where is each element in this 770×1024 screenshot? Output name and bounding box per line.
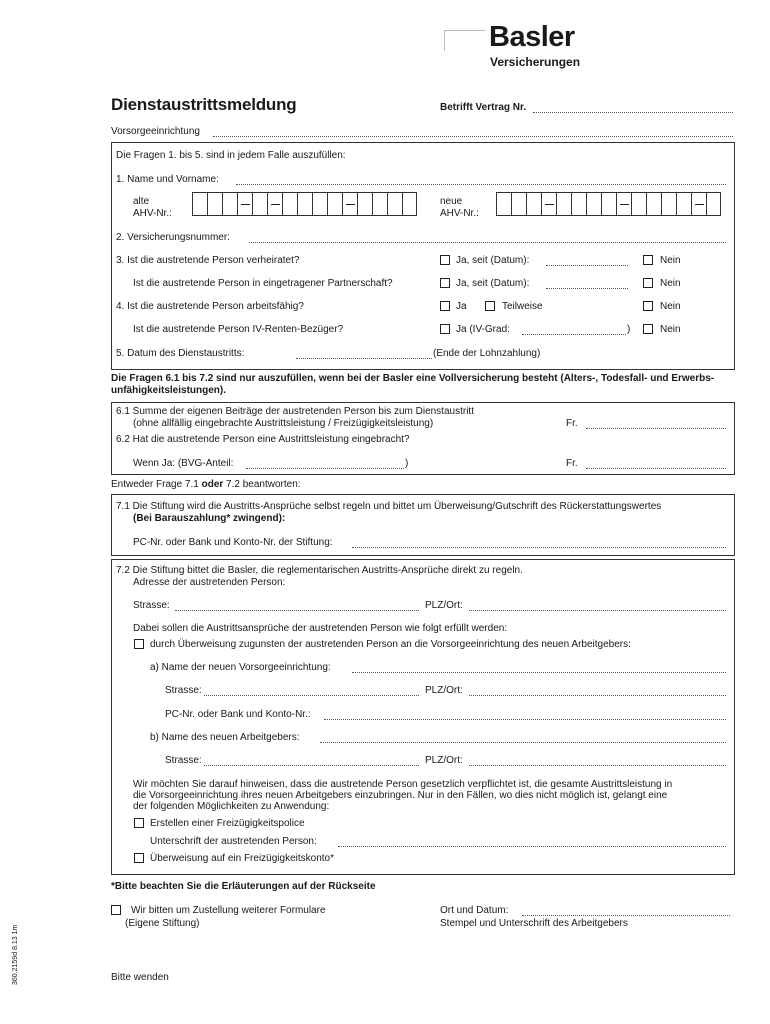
contract-number-field[interactable]: [533, 103, 733, 113]
a-pc-label: PC-Nr. oder Bank und Konto-Nr.:: [165, 709, 311, 720]
neuer-arbeitgeber-field[interactable]: [320, 733, 726, 743]
q3-nein-label: Nein: [660, 255, 681, 266]
plz-field[interactable]: [469, 601, 726, 611]
ahv-new-input[interactable]: [496, 192, 721, 216]
q61-line1: 6.1 Summe der eigenen Beiträge der austretenden Person bis zum Dienstaustritt: [116, 406, 474, 417]
q4-ja-checkbox[interactable]: [440, 301, 450, 311]
q4b-label: Ist die austretende Person IV-Renten-Bezüger?: [133, 324, 344, 335]
q3b-ja-label: Ja, seit (Datum):: [456, 278, 530, 289]
q4b-ja-checkbox[interactable]: [440, 324, 450, 334]
q4-ja-label: Ja: [456, 301, 467, 312]
q3b-nein-label: Nein: [660, 278, 681, 289]
rueckseite-note: *Bitte beachten Sie die Erläuterungen auf der Rückseite: [111, 881, 376, 892]
q4-teilweise-label: Teilweise: [502, 301, 543, 312]
q3-label: 3. Ist die austretende Person verheiratet?: [116, 255, 300, 266]
beitraege-amount-field[interactable]: [586, 419, 726, 429]
formulare-line1: Wir bitten um Zustellung weiterer Formulare: [131, 905, 326, 916]
formulare-line2: (Eigene Stiftung): [125, 918, 200, 929]
q4b-ja-label: Ja (IV-Grad:: [456, 324, 510, 335]
ahv-old-label-2: AHV-Nr.:: [133, 208, 172, 219]
q4b-close: ): [627, 324, 631, 335]
hinweis-line1: Wir möchten Sie darauf hinweisen, dass die austretende Person gesetzlich verpflichtet ist, die gesamte Austrittsleistung in: [133, 779, 673, 790]
b-strasse-label: Strasse:: [165, 755, 202, 766]
brand-subtitle: Versicherungen: [490, 55, 581, 69]
q62-close: ): [405, 458, 409, 469]
logo-mark: [444, 30, 485, 51]
q71-pc-label: PC-Nr. oder Bank und Konto-Nr. der Stiftung:: [133, 537, 333, 548]
q4b-nein-label: Nein: [660, 324, 681, 335]
durch-ueberweisung-checkbox[interactable]: [134, 639, 144, 649]
q72-line1: 7.2 Die Stiftung bittet die Basler, die reglementarischen Austritts-Ansprüche direkt zu regeln.: [116, 565, 523, 576]
q3-ja-checkbox[interactable]: [440, 255, 450, 265]
q4-teilweise-checkbox[interactable]: [485, 301, 495, 311]
brand-logo: Basler: [489, 21, 575, 53]
q3b-date-field[interactable]: [546, 279, 628, 289]
iv-grad-field[interactable]: [522, 325, 626, 335]
a-pc-field[interactable]: [324, 710, 726, 720]
q5-label: 5. Datum des Dienstaustritts:: [116, 348, 245, 359]
b-label: b) Name des neuen Arbeitgebers:: [150, 732, 300, 743]
stiftung-konto-field[interactable]: [352, 538, 726, 548]
ort-datum-label: Ort und Datum:: [440, 905, 509, 916]
formulare-checkbox[interactable]: [111, 905, 121, 915]
dabei-text: Dabei sollen die Austrittsansprüche der austretenden Person wie folgt erfüllt werden:: [133, 623, 508, 634]
konto-checkbox[interactable]: [134, 853, 144, 863]
q61-line2: (ohne allfällig eingebrachte Austrittsleistung / Freizügigkeitsleistung): [133, 418, 434, 429]
durch-ueberweisung-label: durch Überweisung zugunsten der austretenden Person an die Vorsorgeeinrichtung des neuen Arbeitgebers:: [150, 639, 631, 650]
bvg-anteil-field[interactable]: [246, 459, 404, 469]
fr-label-1: Fr.: [566, 418, 578, 429]
q1-label: 1. Name und Vorname:: [116, 174, 219, 185]
unterschrift-field[interactable]: [338, 837, 726, 847]
stempel-label: Stempel und Unterschrift des Arbeitgebers: [440, 918, 628, 929]
ahv-new-label-2: AHV-Nr.:: [440, 208, 479, 219]
police-label: Erstellen einer Freizügigkeitspolice: [150, 818, 305, 829]
a-label: a) Name der neuen Vorsorgeeinrichtung:: [150, 662, 331, 673]
q62-label: 6.2 Hat die austretende Person eine Austrittsleistung eingebracht?: [116, 434, 410, 445]
austritt-date-field[interactable]: [296, 349, 432, 359]
q71-line2: (Bei Barauszahlung* zwingend):: [133, 513, 286, 524]
q4-label: 4. Ist die austretende Person arbeitsfähig?: [116, 301, 304, 312]
q71-line1: 7.1 Die Stiftung wird die Austritts-Ansprüche selbst regeln und bittet um Überweisung/Gutschrift des Rückerstattungswertes: [116, 501, 662, 512]
note-6-line1: Die Fragen 6.1 bis 7.2 sind nur auszufüllen, wenn bei der Basler eine Vollversicherung besteht (Alters-, Todesfall- und Erwerbs-: [111, 373, 715, 384]
q5-end-label: (Ende der Lohnzahlung): [433, 348, 541, 359]
page-title: Dienstaustrittsmeldung: [111, 95, 297, 114]
b-plz-label: PLZ/Ort:: [425, 755, 463, 766]
neue-vorsorge-field[interactable]: [352, 663, 726, 673]
q3b-label: Ist die austretende Person in eingetragener Partnerschaft?: [133, 278, 393, 289]
intro-text: Die Fragen 1. bis 5. sind in jedem Falle auszufüllen:: [116, 150, 346, 161]
q2-label: 2. Versicherungsnummer:: [116, 232, 230, 243]
note-6-line2: unfähigkeitsleistungen).: [111, 385, 227, 396]
a-strasse-label: Strasse:: [165, 685, 202, 696]
q3-ja-label: Ja, seit (Datum):: [456, 255, 530, 266]
contract-label: Betrifft Vertrag Nr.: [440, 102, 527, 113]
q4b-nein-checkbox[interactable]: [643, 324, 653, 334]
austrittsleistung-amount-field[interactable]: [586, 459, 726, 469]
q4-nein-label: Nein: [660, 301, 681, 312]
plz-label: PLZ/Ort:: [425, 600, 463, 611]
vorsorge-field[interactable]: [213, 127, 733, 137]
q3b-nein-checkbox[interactable]: [643, 278, 653, 288]
strasse-field[interactable]: [175, 601, 419, 611]
q4-nein-checkbox[interactable]: [643, 301, 653, 311]
ahv-old-input[interactable]: [192, 192, 417, 216]
q3-date-field[interactable]: [546, 256, 628, 266]
form-code: 360.2159d 8.13 1m: [12, 924, 19, 985]
q62-bvg-label: Wenn Ja: (BVG-Anteil:: [133, 458, 234, 469]
police-checkbox[interactable]: [134, 818, 144, 828]
q3b-ja-checkbox[interactable]: [440, 278, 450, 288]
ort-datum-field[interactable]: [522, 906, 730, 916]
ahv-new-label-1: neue: [440, 196, 463, 207]
vorsorge-label: Vorsorgeeinrichtung: [111, 126, 200, 137]
hinweis-line3: der folgenden Möglichkeiten zu Anwendung:: [133, 801, 330, 812]
name-field[interactable]: [236, 175, 726, 185]
b-plz-field[interactable]: [469, 756, 726, 766]
q72-line2: Adresse der austretenden Person:: [133, 577, 286, 588]
a-plz-label: PLZ/Ort:: [425, 685, 463, 696]
strasse-label: Strasse:: [133, 600, 170, 611]
q3-nein-checkbox[interactable]: [643, 255, 653, 265]
b-strasse-field[interactable]: [204, 756, 419, 766]
bitte-wenden: Bitte wenden: [111, 972, 169, 983]
ahv-old-label-1: alte: [133, 196, 150, 207]
a-strasse-field[interactable]: [204, 686, 419, 696]
fr-label-2: Fr.: [566, 458, 578, 469]
konto-label: Überweisung auf ein Freizügigkeitskonto*: [150, 853, 334, 864]
either-note: Entweder Frage 7.1 oder 7.2 beantworten:: [111, 479, 301, 490]
versicherungsnummer-field[interactable]: [249, 233, 726, 243]
unterschrift-label: Unterschrift der austretenden Person:: [150, 836, 317, 847]
hinweis-line2: die Vorsorgeeinrichtung ihres neuen Arbeitgebers einzubringen. Nur in den Fällen, wo dies nicht möglich ist, gelangt eine: [133, 790, 668, 801]
a-plz-field[interactable]: [469, 686, 726, 696]
